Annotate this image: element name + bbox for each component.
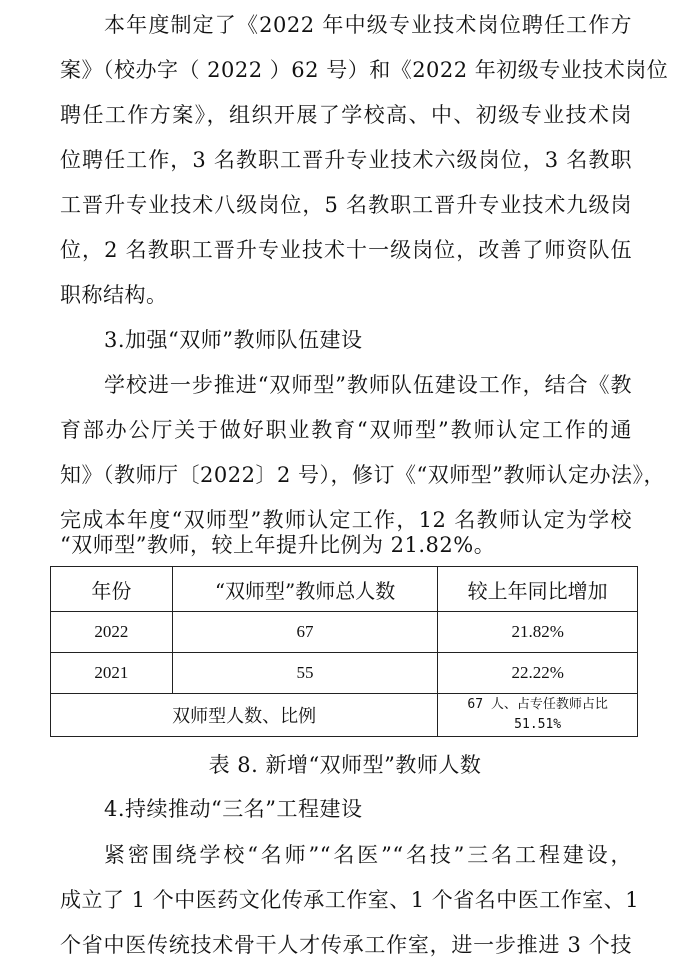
cell-increase: 22.22% xyxy=(438,653,638,694)
cell-increase: 21.82% xyxy=(438,612,638,653)
paragraph-line: 完成本年度“双师型”教师认定工作，12 名教师认定为学校 xyxy=(60,508,632,532)
paragraph-line: 职称结构。 xyxy=(60,283,168,307)
paragraph-line: 本年度制定了《2022 年中级专业技术岗位聘任工作方 xyxy=(104,13,632,37)
summary-value xyxy=(438,694,638,737)
paragraph-line: 个省中医传统技术骨干人才传承工作室，进一步推进 3 个技 xyxy=(60,933,632,957)
paragraph-line: 工晋升专业技术八级岗位，5 名教职工晋升专业技术九级岗 xyxy=(60,193,632,217)
summary-value-line2: 51.51% xyxy=(514,717,562,732)
cell-total: 55 xyxy=(172,653,438,694)
cell-year: 2022 xyxy=(51,612,173,653)
paragraph-line: “双师型”教师，较上年提升比例为 21.82%。 xyxy=(60,533,496,557)
cell-total: 67 xyxy=(172,612,438,653)
header-total: “双师型”教师总人数 xyxy=(172,567,438,612)
section-heading-4: 4.持续推动“三名”工程建设 xyxy=(104,797,363,821)
paragraph-line: 位，2 名教职工晋升专业技术十一级岗位，改善了师资队伍 xyxy=(60,238,632,262)
paragraph-line: 位聘任工作，3 名教职工晋升专业技术六级岗位，3 名教职 xyxy=(60,148,632,172)
header-increase: 较上年同比增加 xyxy=(438,567,638,612)
paragraph-line: 紧密围绕学校“名师”“名医”“名技”三名工程建设， xyxy=(104,843,632,867)
header-year: 年份 xyxy=(51,567,173,612)
double-teacher-table xyxy=(50,566,638,737)
paragraph-line: 案》（校办字（ 2022 ）62 号）和《2022 年初级专业技术岗位 xyxy=(60,58,669,82)
table-caption: 表 8. 新增“双师型”教师人数 xyxy=(208,753,482,777)
summary-value-line1: 67 人、占专任教师占比 xyxy=(467,697,608,712)
section-heading-3: 3.加强“双师”教师队伍建设 xyxy=(104,328,363,352)
paragraph-line: 聘任工作方案》，组织开展了学校高、中、初级专业技术岗 xyxy=(60,103,632,127)
paragraph-line: 知》（教师厅〔2022〕2 号），修订《“双师型”教师认定办法》， xyxy=(60,463,665,487)
table-header-row xyxy=(51,567,638,612)
table-row xyxy=(51,612,638,653)
paragraph-line: 学校进一步推进“双师型”教师队伍建设工作，结合《教 xyxy=(104,373,632,397)
summary-label: 双师型人数、比例 xyxy=(51,694,438,737)
cell-year: 2021 xyxy=(51,653,173,694)
table-row xyxy=(51,653,638,694)
table-summary-row xyxy=(51,694,638,737)
paragraph-line: 育部办公厅关于做好职业教育“双师型”教师认定工作的通 xyxy=(60,418,632,442)
paragraph-line: 成立了 1 个中医药文化传承工作室、1 个省名中医工作室、1 xyxy=(60,888,640,912)
